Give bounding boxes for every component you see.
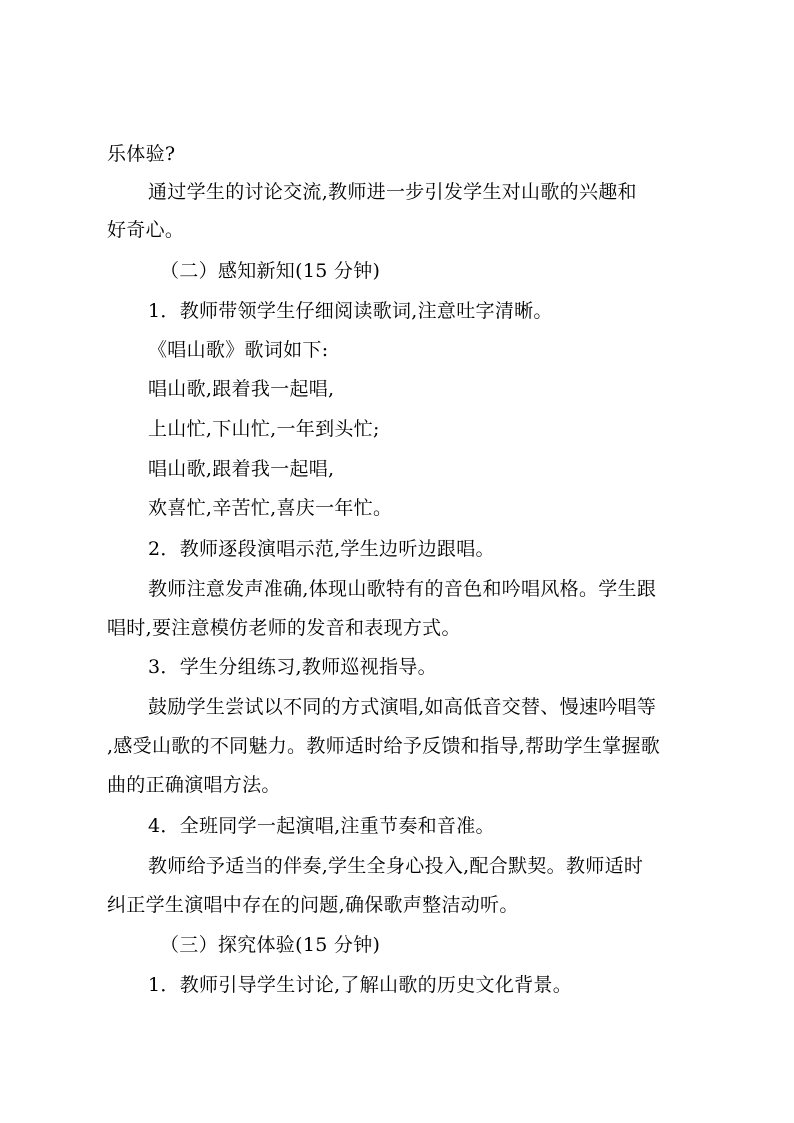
paragraph-line: 教师给予适当的伴奏,学生全身心投入,配合默契。教师适时 (148, 855, 644, 877)
lyrics-line: 唱山歌,跟着我一起唱, (148, 458, 335, 480)
paragraph-line: 好奇心。 (107, 219, 185, 241)
paragraph-line: 纠正学生演唱中存在的问题,确保歌声整洁动听。 (107, 894, 519, 916)
step-item: 2．教师逐段演唱示范,学生边听边跟唱。 (148, 538, 495, 560)
paragraph-line: 通过学生的讨论交流,教师进一步引发学生对山歌的兴趣和 (148, 181, 637, 203)
paragraph-line: 鼓励学生尝试以不同的方式演唱,如高低音交替、慢速吟唱等 (148, 696, 657, 718)
paragraph-line: 教师注意发声准确,体现山歌特有的音色和吟唱风格。学生跟 (148, 578, 657, 600)
paragraph-line: 曲的正确演唱方法。 (107, 774, 281, 796)
lyrics-line: 欢喜忙,辛苦忙,喜庆一年忙。 (148, 497, 393, 519)
step-item: 1．教师引导学生讨论,了解山歌的历史文化背景。 (148, 974, 573, 996)
lyrics-line: 上山忙,下山忙,一年到头忙; (148, 418, 380, 440)
lyrics-line: 唱山歌,跟着我一起唱, (148, 378, 335, 400)
step-item: 4．全班同学一起演唱,注重节奏和音准。 (148, 815, 495, 837)
text-line: 乐体验? (107, 143, 176, 165)
paragraph-line: 唱时,要注意模仿老师的发音和表现方式。 (107, 617, 461, 639)
section-heading: （二）感知新知(15 分钟) (160, 260, 381, 282)
section-heading: （三）探究体验(15 分钟) (160, 934, 381, 956)
paragraph-line: ,感受山歌的不同魅力。教师适时给予反馈和指导,帮助学生掌握歌 (107, 735, 661, 757)
step-item: 3．学生分组练习,教师巡视指导。 (148, 656, 437, 678)
step-item: 1．教师带领学生仔细阅读歌词,注意吐字清晰。 (148, 300, 553, 322)
lyrics-intro: 《唱山歌》歌词如下: (148, 339, 329, 361)
